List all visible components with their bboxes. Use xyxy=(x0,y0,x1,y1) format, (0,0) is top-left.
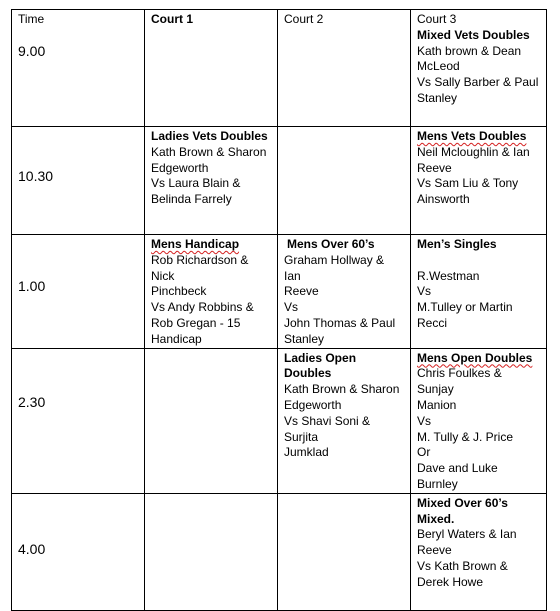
match-line: Handicap xyxy=(151,331,202,346)
court2-cell xyxy=(278,235,411,349)
match-line: Rob Richardson & Nick xyxy=(151,252,249,283)
match-line: M. Tully & J. Price xyxy=(417,429,514,444)
match-line: Neil Mcloughlin & Ian xyxy=(417,144,530,159)
table-row xyxy=(12,235,547,349)
match-line: R.Westman xyxy=(417,268,480,283)
match-line: Pinchbeck xyxy=(151,284,207,299)
table-row xyxy=(12,493,547,610)
table-row xyxy=(12,127,547,235)
match-title: Mens Vets Doubles xyxy=(417,129,527,143)
court2-cell xyxy=(278,348,411,493)
match-line: Vs Andy Robbins & xyxy=(151,300,254,315)
match-title: Mens Handicap xyxy=(151,237,240,251)
match-line: Rob Gregan - 15 xyxy=(151,315,241,330)
match-line: Graham Hollway & Ian xyxy=(284,252,385,283)
match-title: Mens Over 60’s xyxy=(287,237,375,251)
time-cell xyxy=(12,127,145,235)
time-value: 9.00 xyxy=(18,42,46,59)
court3-cell xyxy=(411,493,547,610)
match-line: Jumklad xyxy=(284,445,329,460)
match-line: Vs Shavi Soni & Surjita xyxy=(284,413,371,444)
match-line: Or xyxy=(417,445,431,460)
court2-cell xyxy=(278,127,411,235)
match-line: Reeve xyxy=(417,543,452,558)
match-line: Kath Brown & Sharon xyxy=(151,144,267,159)
court3-cell xyxy=(411,10,547,127)
match-line: M.Tulley or Martin xyxy=(417,300,513,315)
match-title: Mixed Vets Doubles xyxy=(417,27,530,42)
match-line: Vs xyxy=(284,300,299,315)
time-cell xyxy=(12,493,145,610)
match-title: Ladies Open Doubles xyxy=(284,350,357,381)
schedule-table xyxy=(11,9,547,611)
court1-cell xyxy=(145,235,278,349)
court1-cell xyxy=(145,348,278,493)
time-cell xyxy=(12,348,145,493)
match-line: Ainsworth xyxy=(417,192,470,207)
match-line: Dave and Luke Burnley xyxy=(417,461,498,491)
court1-cell xyxy=(145,493,278,610)
match-line: Belinda Farrely xyxy=(151,192,232,207)
court1-cell xyxy=(145,127,278,235)
match-line xyxy=(417,253,540,269)
match-line: Reeve xyxy=(284,284,319,299)
match-line: Vs xyxy=(417,413,432,428)
match-title-cont: Mixed. xyxy=(417,511,455,526)
match-line: Kath brown & Dean xyxy=(417,43,522,58)
court3-cell xyxy=(411,348,547,493)
table-row xyxy=(12,348,547,493)
match-title: Men’s Singles xyxy=(417,237,497,251)
match-line: Vs Laura Blain & xyxy=(151,176,241,191)
court3-cell xyxy=(411,235,547,349)
match-title: Mixed Over 60’s xyxy=(417,495,508,510)
court1-cell xyxy=(145,10,278,127)
match-line: Reeve xyxy=(417,160,452,175)
court2-header: Court 2 xyxy=(284,12,324,26)
match-line: Vs Kath Brown & xyxy=(417,558,508,573)
match-title: Mens Open Doubles xyxy=(417,350,533,365)
match-line: Edgeworth xyxy=(284,397,342,412)
match-line: Vs xyxy=(417,284,432,299)
match-line: Beryl Waters & Ian xyxy=(417,527,517,542)
match-line: Vs Sally Barber & Paul xyxy=(417,75,539,90)
match-title: Ladies Vets Doubles xyxy=(151,129,268,143)
time-value: 4.00 xyxy=(18,540,46,557)
time-value: 10.30 xyxy=(18,167,54,184)
time-header: Time xyxy=(18,12,45,26)
match-line: Edgeworth xyxy=(151,160,209,175)
table-row xyxy=(12,10,547,127)
match-line: Derek Howe xyxy=(417,574,484,589)
court2-cell xyxy=(278,493,411,610)
match-line: John Thomas & Paul xyxy=(284,315,396,330)
match-line: McLeod xyxy=(417,59,460,74)
time-cell xyxy=(12,10,145,127)
match-line: Recci xyxy=(417,315,448,330)
match-line: Manion xyxy=(417,397,457,412)
match-line: Stanley xyxy=(417,90,458,105)
court1-header: Court 1 xyxy=(151,12,193,26)
match-line: Chris Foulkes & Sunjay xyxy=(417,366,502,397)
match-line: Kath Brown & Sharon xyxy=(284,382,400,397)
time-value: 1.00 xyxy=(18,278,46,295)
court3-cell xyxy=(411,127,547,235)
court2-cell xyxy=(278,10,411,127)
time-value: 2.30 xyxy=(18,393,46,410)
time-cell xyxy=(12,235,145,349)
court3-header: Court 3 xyxy=(417,12,457,26)
match-line: Vs Sam Liu & Tony xyxy=(417,176,519,191)
match-line: Stanley xyxy=(284,331,325,346)
